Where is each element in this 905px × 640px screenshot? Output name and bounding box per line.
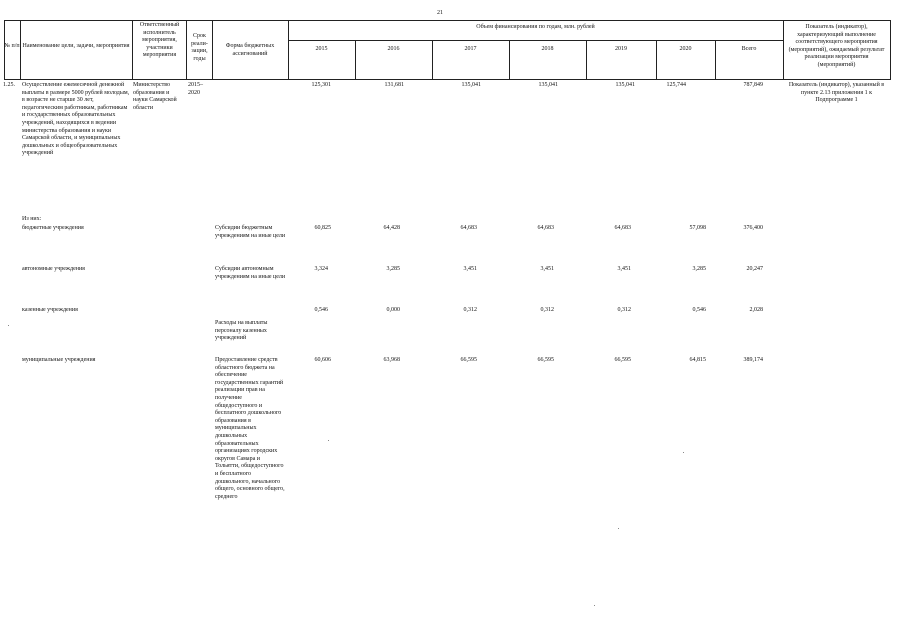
row-value-total: 787,849 (743, 82, 763, 88)
row-value-2016: 131,681 (384, 82, 404, 88)
subrow-state-2020: 0,546 (692, 307, 706, 313)
row-number: 1.25. (3, 82, 15, 88)
subrow-municipal-2015: 60,606 (314, 357, 331, 363)
header-year-2019: 2019 (615, 46, 627, 52)
header-year-2015: 2015 (315, 46, 328, 52)
subrow-autonomous-2018: 3,451 (540, 266, 554, 272)
subrow-municipal-2018: 66,595 (537, 357, 554, 363)
subrow-autonomous-2020: 3,285 (692, 266, 706, 272)
row-value-2018: 135,041 (538, 82, 558, 88)
including-label: Из них: (22, 216, 42, 222)
scan-speck (683, 452, 684, 453)
subrow-autonomous-form: Субсидии автономным учреждениям на иные цели (215, 266, 286, 280)
subrow-budget-2019: 64,683 (614, 225, 631, 231)
header-term: Срок реали-зации, годы (191, 33, 208, 62)
scan-speck (8, 325, 9, 326)
row-value-2015: 125,301 (311, 82, 331, 88)
subrow-budget-2015: 60,825 (314, 225, 331, 231)
header-form: Форма бюджетных ассигнований (225, 43, 275, 57)
subrow-autonomous-2019: 3,451 (617, 266, 631, 272)
subrow-state-total: 2,028 (749, 307, 763, 313)
row-value-2020: 125,744 (666, 82, 686, 88)
subrow-autonomous-total: 20,247 (746, 266, 763, 272)
scan-speck (618, 528, 619, 529)
subrow-municipal-2016: 63,968 (383, 357, 400, 363)
header-year-2018: 2018 (541, 46, 554, 52)
subrow-budget-form: Субсидии бюджетным учреждениям на иные цели (215, 225, 286, 239)
header-total: Всего (741, 46, 757, 52)
row-value-2019: 135,041 (615, 82, 635, 88)
subrow-autonomous-name: автономные учреждения (22, 266, 85, 272)
row-indicator: Показатель (индикатор), указанный в пункте 2.13 приложения 1 к Подпрограмме 1 (788, 82, 885, 104)
subrow-autonomous-2017: 3,451 (463, 266, 477, 272)
header-name: Наименование цели, задачи, мероприятия (22, 43, 130, 49)
subrow-municipal-name: муниципальные учреждения (22, 357, 96, 363)
subrow-municipal-form: Предоставление средств областного бюджета на обеспечение государственных гарантий реализации прав на получение общедоступного и бесплатного дошкольного образования в муниципальных дошкольных образовательных организациях городских округов Самара и Тольятти, общедоступного и бесплатного дошкольного, начального общего, основного общего, среднего (215, 357, 285, 500)
header-executor: Ответственный исполнитель мероприятия, участники мероприятия (139, 22, 180, 59)
header-year-2016: 2016 (387, 46, 400, 52)
row-value-2017: 135,041 (461, 82, 481, 88)
subrow-state-2017: 0,312 (463, 307, 477, 313)
row-term: 2015–2020 (188, 82, 203, 96)
header-num: № п/п (4, 43, 20, 49)
row-name: Осуществление ежемесячной денежной выплаты в размере 5000 рублей молодым, в возрасте не старше 30 лет, педагогическим работникам, работникам и государственных образовательных учреждений, находящихся в ведении министерства образования и науки Самарской области, и муниципальных дошкольных и общеобразовательных учреждений (22, 82, 130, 157)
subrow-budget-2017: 64,683 (460, 225, 477, 231)
subrow-budget-2020: 57,098 (689, 225, 706, 231)
row-executor: Министерство образования и науки Самарской области (133, 82, 177, 111)
subrow-state-2018: 0,312 (540, 307, 554, 313)
subrow-budget-total: 376,400 (743, 225, 763, 231)
scan-speck (594, 605, 595, 606)
header-indicator: Показатель (индикатор), характеризующий выполнение соответствующего мероприятия (мероприятий), ожидаемый результат реализации мероприятия (мероприятий) (788, 24, 885, 68)
subrow-budget-name: бюджетные учреждения (22, 225, 84, 231)
subrow-municipal-total: 389,174 (743, 357, 763, 363)
header-volume: Объем финансирования по годам, млн. рублей (476, 24, 595, 30)
header-year-2020: 2020 (679, 46, 692, 52)
subrow-municipal-2019: 66,595 (614, 357, 631, 363)
subrow-budget-2018: 64,683 (537, 225, 554, 231)
subrow-state-2016: 0,000 (386, 307, 400, 313)
header-year-2017: 2017 (464, 46, 477, 52)
subrow-budget-2016: 64,428 (383, 225, 400, 231)
scan-speck (328, 440, 329, 441)
subrow-state-name: казенные учреждения (22, 307, 78, 313)
subrow-municipal-2017: 66,595 (460, 357, 477, 363)
subrow-state-2019: 0,312 (617, 307, 631, 313)
page-number: 21 (437, 10, 443, 16)
subrow-autonomous-2015: 3,324 (314, 266, 328, 272)
subrow-autonomous-2016: 3,285 (386, 266, 400, 272)
subrow-state-2015: 0,546 (314, 307, 328, 313)
subrow-state-form: Расходы на выплаты персоналу казенных учреждений (215, 320, 268, 342)
subrow-municipal-2020: 64,815 (689, 357, 706, 363)
